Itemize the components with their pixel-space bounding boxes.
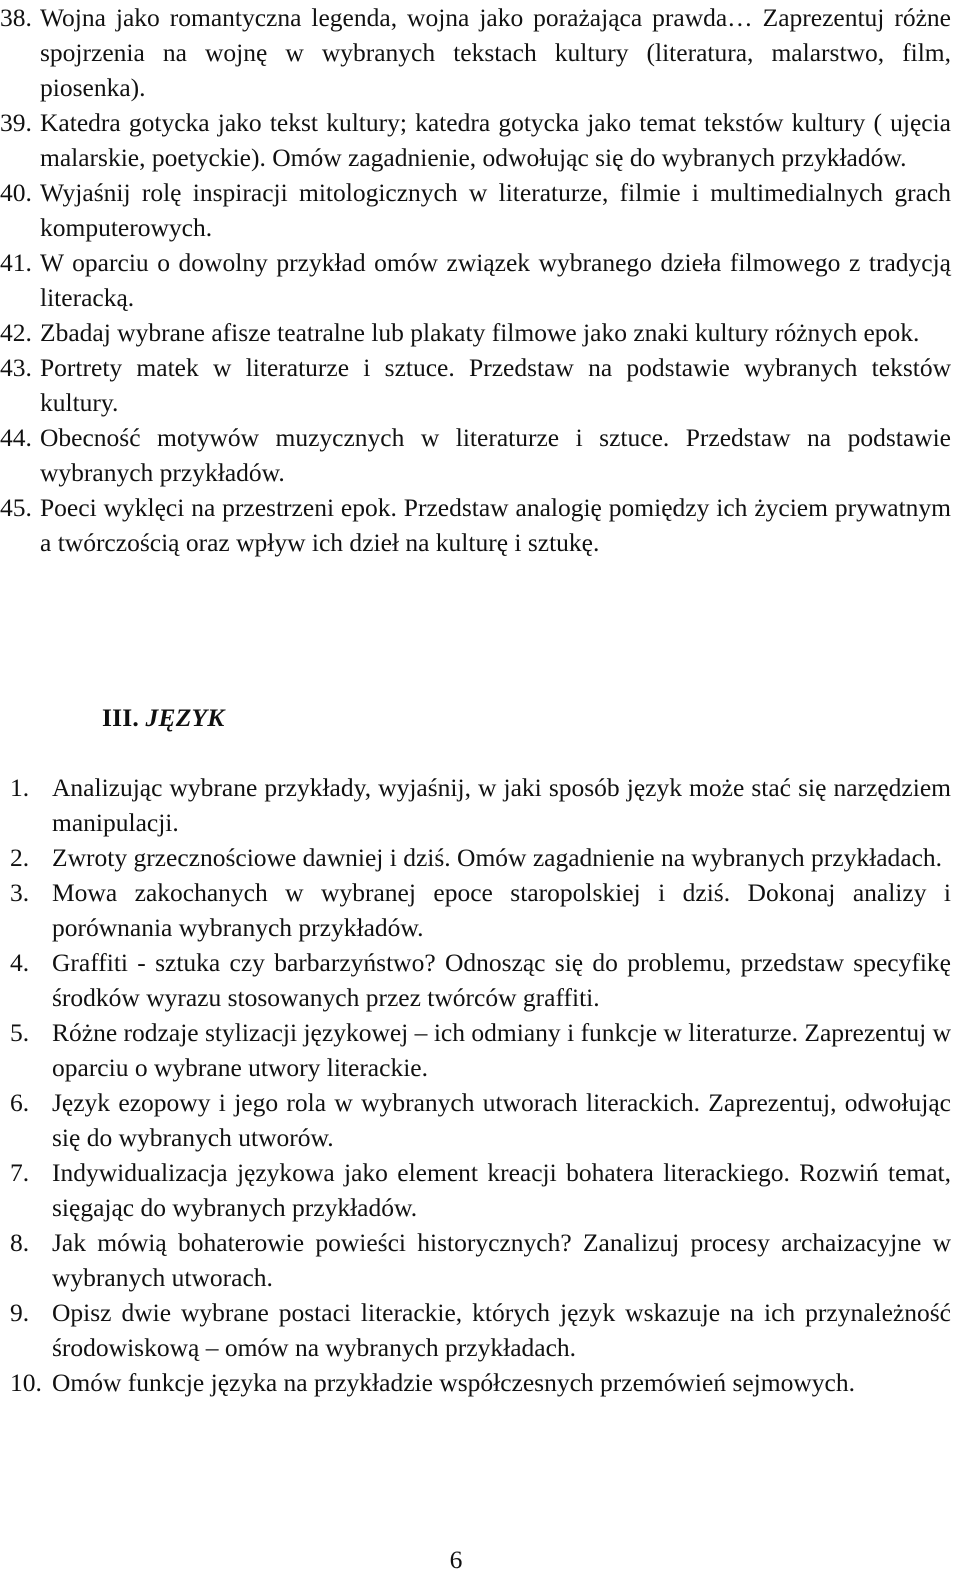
item-number: 5. bbox=[10, 1018, 30, 1047]
item-text: Wojna jako romantyczna legenda, wojna jako porażająca prawda… Zaprezentuj różne spojrzenia na wojnę w wybranych tekstach kultury (literatura, malarstwo, film, piosenka). bbox=[40, 3, 951, 102]
item-text: Graffiti - sztuka czy barbarzyństwo? Odnosząc się do problemu, przedstaw specyfikę środków wyrazu stosowanych przez twórców graffiti. bbox=[52, 948, 951, 1012]
item-text: Omów funkcje języka na przykładzie współczesnych przemówień sejmowych. bbox=[52, 1368, 855, 1397]
list-item bbox=[0, 1225, 951, 1295]
item-number: 45. bbox=[0, 493, 32, 522]
list-item bbox=[0, 770, 951, 840]
item-text: Poeci wyklęci na przestrzeni epok. Przedstaw analogię pomiędzy ich życiem prywatnym a twórczością oraz wpływ ich dzieł na kulturę i sztukę. bbox=[40, 493, 951, 557]
item-number: 4. bbox=[10, 948, 30, 977]
page-number: 6 bbox=[449, 1545, 463, 1574]
list-item bbox=[0, 1365, 951, 1400]
item-text: Zbadaj wybrane afisze teatralne lub plakaty filmowe jako znaki kultury różnych epok. bbox=[40, 318, 920, 347]
item-number: 3. bbox=[10, 878, 30, 907]
item-text: Indywidualizacja językowa jako element kreacji bohatera literackiego. Rozwiń temat, sięgając do wybranych przykładów. bbox=[52, 1158, 951, 1222]
list-item bbox=[0, 1295, 951, 1365]
list-item bbox=[0, 315, 951, 350]
item-number: 44. bbox=[0, 423, 32, 452]
item-number: 2. bbox=[10, 843, 30, 872]
section-heading bbox=[102, 700, 224, 735]
list-item bbox=[0, 105, 951, 175]
item-text: Katedra gotycka jako tekst kultury; katedra gotycka jako temat tekstów kultury ( ujęcia malarskie, poetyckie). Omów zagadnienie, odwołując się do wybranych przykładów. bbox=[40, 108, 951, 172]
item-number: 40. bbox=[0, 178, 32, 207]
item-text: Jak mówią bohaterowie powieści historycznych? Zanalizuj procesy archaizacyjne w wybranych utworach. bbox=[52, 1228, 951, 1292]
list-item bbox=[0, 1155, 951, 1225]
list-item bbox=[0, 175, 951, 245]
list-item bbox=[0, 945, 951, 1015]
section-title: JĘZYK bbox=[145, 703, 225, 732]
item-text: Opisz dwie wybrane postaci literackie, których język wskazuje na ich przynależność środowiskową – omów na wybranych przykładach. bbox=[52, 1298, 951, 1362]
list-item bbox=[0, 245, 951, 315]
item-text: Język ezopowy i jego rola w wybranych utworach literackich. Zaprezentuj, odwołując się do wybranych utworów. bbox=[52, 1088, 951, 1152]
item-number: 42. bbox=[0, 318, 32, 347]
topics-list-literature bbox=[0, 0, 951, 560]
item-text: Portrety matek w literaturze i sztuce. Przedstaw na podstawie wybranych tekstów kultury. bbox=[40, 353, 951, 417]
list-item bbox=[0, 350, 951, 420]
list-item bbox=[0, 840, 951, 875]
item-text: Wyjaśnij rolę inspiracji mitologicznych w literaturze, filmie i multimedialnych grach komputerowych. bbox=[40, 178, 951, 242]
item-number: 39. bbox=[0, 108, 32, 137]
list-item bbox=[0, 1015, 951, 1085]
item-text: Analizując wybrane przykłady, wyjaśnij, w jaki sposób język może stać się narzędziem manipulacji. bbox=[52, 773, 951, 837]
item-text: Różne rodzaje stylizacji językowej – ich odmiany i funkcje w literaturze. Zaprezentuj w oparciu o wybrane utwory literackie. bbox=[52, 1018, 951, 1082]
item-number: 7. bbox=[10, 1158, 30, 1187]
item-number: 10. bbox=[10, 1368, 42, 1397]
list-item bbox=[0, 490, 951, 560]
list-item bbox=[0, 420, 951, 490]
item-number: 6. bbox=[10, 1088, 30, 1117]
item-text: Obecność motywów muzycznych w literaturze i sztuce. Przedstaw na podstawie wybranych przykładów. bbox=[40, 423, 951, 487]
item-number: 41. bbox=[0, 248, 32, 277]
topics-list-language bbox=[0, 770, 951, 1400]
item-text: Mowa zakochanych w wybranej epoce staropolskiej i dziś. Dokonaj analizy i porównania wybranych przykładów. bbox=[52, 878, 951, 942]
item-number: 38. bbox=[0, 3, 32, 32]
item-number: 9. bbox=[10, 1298, 30, 1327]
list-item bbox=[0, 875, 951, 945]
section-number: III. bbox=[102, 703, 139, 732]
item-number: 8. bbox=[10, 1228, 30, 1257]
item-text: W oparciu o dowolny przykład omów związek wybranego dzieła filmowego z tradycją literacką. bbox=[40, 248, 951, 312]
item-number: 1. bbox=[10, 773, 30, 802]
item-text: Zwroty grzecznościowe dawniej i dziś. Omów zagadnienie na wybranych przykładach. bbox=[52, 843, 943, 872]
item-number: 43. bbox=[0, 353, 32, 382]
list-item bbox=[0, 0, 951, 105]
list-item bbox=[0, 1085, 951, 1155]
